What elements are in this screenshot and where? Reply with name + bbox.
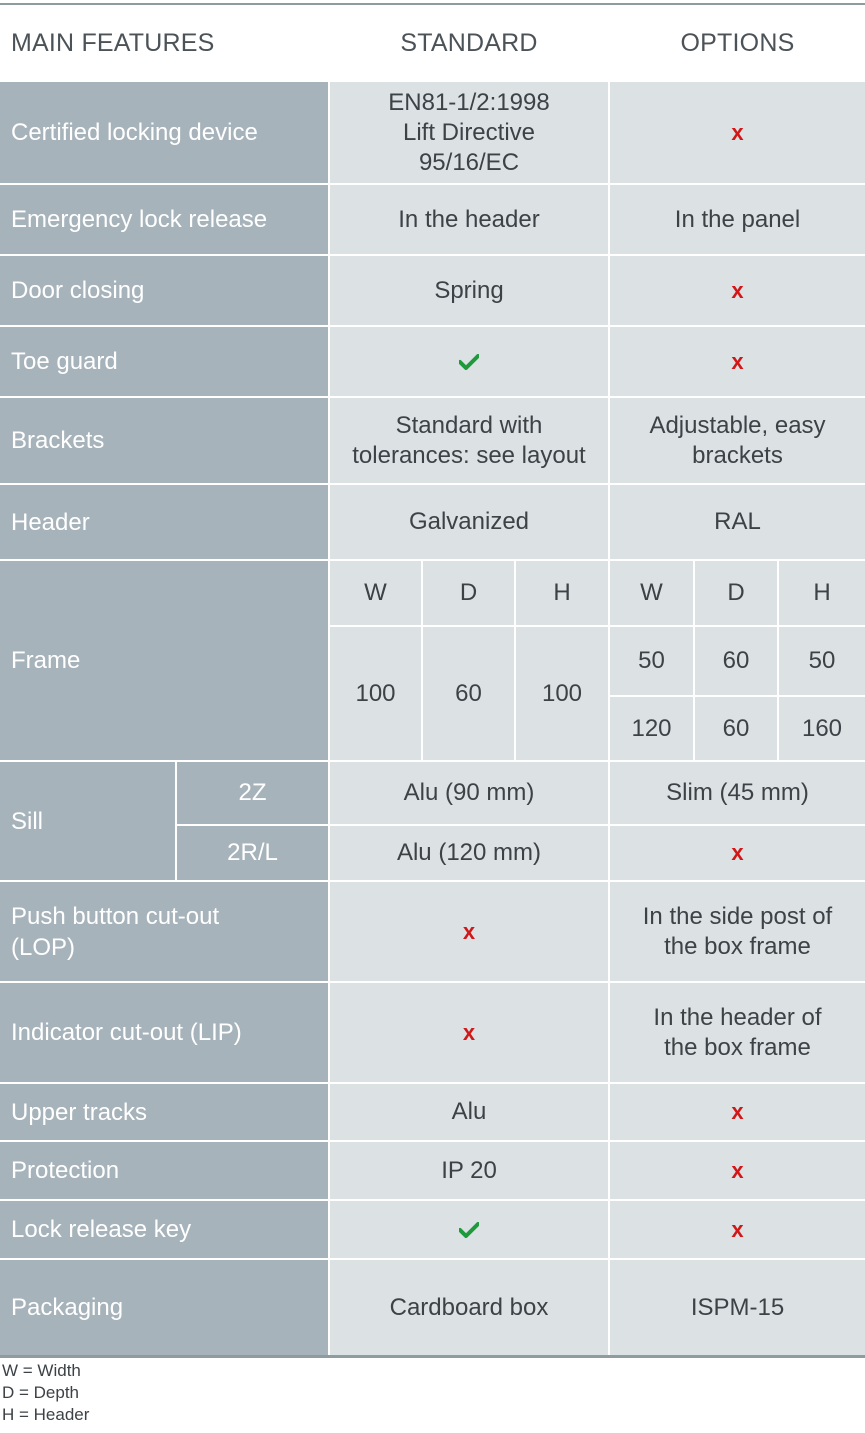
legend-width: W = Width: [2, 1361, 81, 1380]
door-closing-standard: Spring: [330, 256, 608, 325]
frame-std-h: 100: [516, 627, 608, 760]
emergency-standard: In the header: [330, 185, 608, 254]
label-frame: Frame: [0, 561, 328, 760]
cross-icon: x: [731, 348, 744, 374]
frame-std-col-w: W: [330, 561, 421, 625]
protection-standard: IP 20: [330, 1142, 608, 1199]
label-sill: Sill: [0, 762, 175, 880]
protection-options: [610, 1142, 865, 1199]
frame-opt2-d: 60: [695, 697, 777, 760]
label-brackets: Brackets: [0, 398, 328, 483]
push-button-standard: [330, 882, 608, 981]
sill-sub-2rl: 2R/L: [177, 826, 328, 880]
label-header: Header: [0, 485, 328, 559]
check-icon: [459, 354, 479, 370]
cross-icon: x: [731, 1157, 744, 1183]
upper-tracks-options: [610, 1084, 865, 1140]
cross-icon: x: [731, 277, 744, 303]
header-options-value: RAL: [610, 485, 865, 559]
toe-guard-standard: [330, 327, 608, 396]
header-options: OPTIONS: [610, 5, 865, 80]
header-standard: STANDARD: [330, 5, 608, 80]
cross-icon: x: [731, 119, 744, 145]
toe-guard-options: [610, 327, 865, 396]
frame-opt-col-w: W: [610, 561, 693, 625]
legend-header: H = Header: [2, 1405, 90, 1424]
packaging-options: ISPM-15: [610, 1260, 865, 1355]
frame-opt-col-h: H: [779, 561, 865, 625]
cross-icon: x: [462, 918, 476, 944]
indicator-options: In the header of the box frame: [610, 983, 865, 1082]
sill-2z-standard: Alu (90 mm): [330, 762, 608, 824]
lock-key-standard: [330, 1201, 608, 1258]
frame-std-w: 100: [330, 627, 421, 760]
cross-icon: x: [462, 1019, 476, 1045]
frame-std-d: 60: [423, 627, 514, 760]
sill-2z-options: Slim (45 mm): [610, 762, 865, 824]
sill-2rl-options: [610, 826, 865, 880]
certified-options: [610, 82, 865, 183]
label-lock-release-key: Lock release key: [0, 1201, 328, 1258]
sill-sub-2z: 2Z: [177, 762, 328, 824]
frame-std-col-d: D: [423, 561, 514, 625]
indicator-standard: [330, 983, 608, 1082]
certified-standard: EN81-1/2:1998 Lift Directive 95/16/EC: [330, 82, 608, 183]
label-indicator-cut-out: Indicator cut-out (LIP): [0, 983, 328, 1082]
bottom-rule: [0, 1355, 865, 1358]
packaging-standard: Cardboard box: [330, 1260, 608, 1355]
cross-icon: x: [731, 1216, 744, 1242]
upper-tracks-standard: Alu: [330, 1084, 608, 1140]
emergency-options: In the panel: [610, 185, 865, 254]
check-icon: [459, 1222, 479, 1238]
frame-opt2-h: 160: [779, 697, 865, 760]
frame-opt1-h: 50: [779, 627, 865, 695]
label-upper-tracks: Upper tracks: [0, 1084, 328, 1140]
label-push-button-cut-out: Push button cut-out (LOP): [0, 882, 328, 981]
door-closing-options: [610, 256, 865, 325]
brackets-options: Adjustable, easy brackets: [610, 398, 865, 483]
sill-2rl-standard: Alu (120 mm): [330, 826, 608, 880]
frame-opt1-d: 60: [695, 627, 777, 695]
header-main-features: MAIN FEATURES: [0, 5, 328, 80]
label-door-closing: Door closing: [0, 256, 328, 325]
cross-icon: x: [731, 840, 744, 865]
frame-opt-col-d: D: [695, 561, 777, 625]
brackets-standard: Standard with tolerances: see layout: [330, 398, 608, 483]
lock-key-options: [610, 1201, 865, 1258]
label-certified-locking-device: Certified locking device: [0, 82, 328, 183]
label-toe-guard: Toe guard: [0, 327, 328, 396]
frame-std-col-h: H: [516, 561, 608, 625]
cross-icon: x: [731, 1099, 744, 1124]
legend-depth: D = Depth: [2, 1383, 80, 1402]
label-protection: Protection: [0, 1142, 328, 1199]
header-standard-value: Galvanized: [330, 485, 608, 559]
frame-opt1-w: 50: [610, 627, 693, 695]
frame-opt2-w: 120: [610, 697, 693, 760]
label-packaging: Packaging: [0, 1260, 328, 1355]
push-button-options: In the side post of the box frame: [610, 882, 865, 981]
label-emergency-lock-release: Emergency lock release: [0, 185, 328, 254]
